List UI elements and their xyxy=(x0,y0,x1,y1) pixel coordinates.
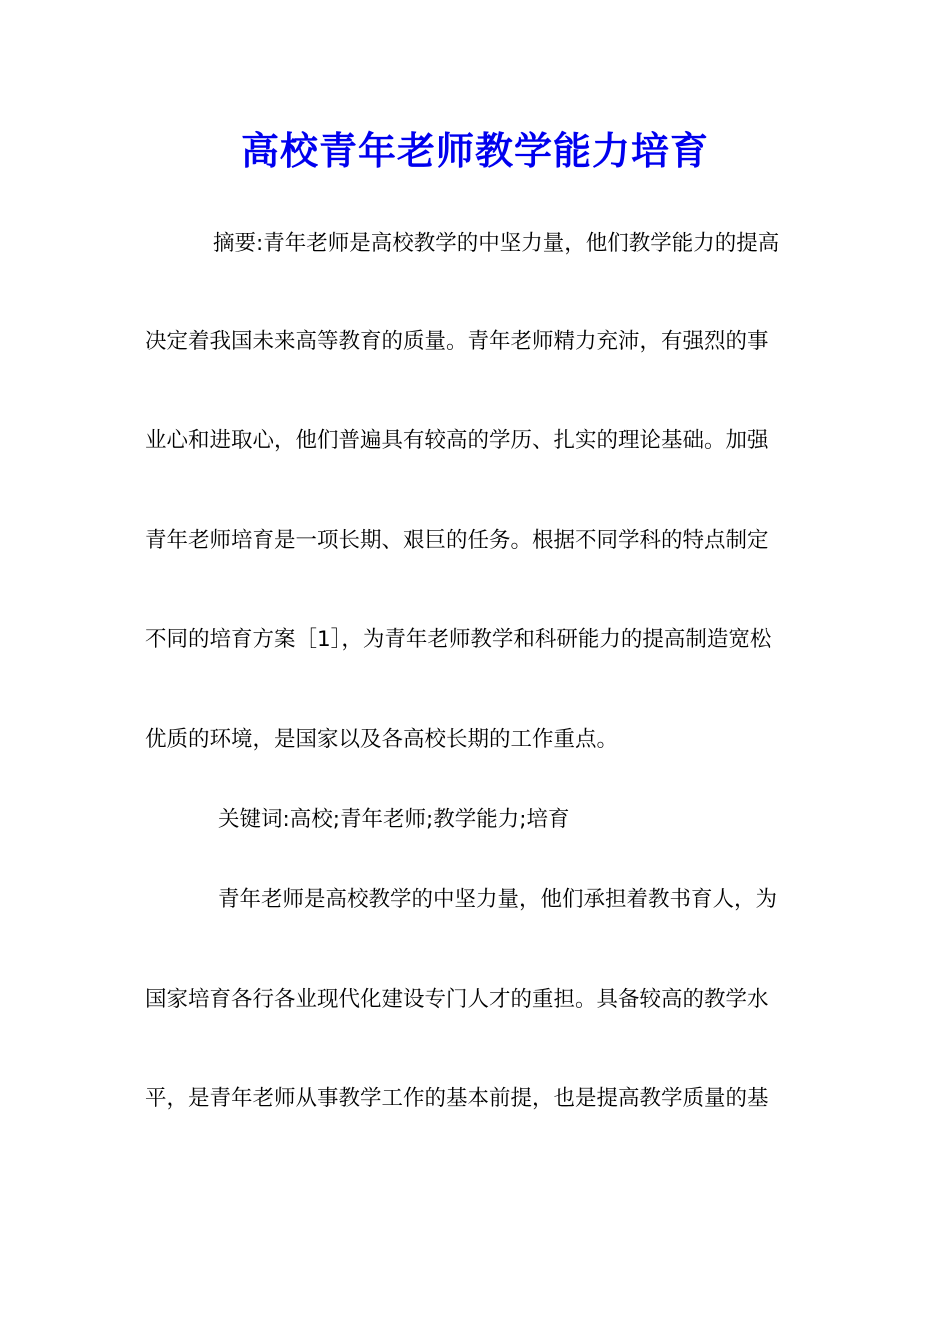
abstract-line: 决定着我国未来高等教育的质量。青年老师精力充沛，有强烈的事 xyxy=(145,329,769,354)
abstract-line: 不同的培育方案［1］，为青年老师教学和科研能力的提高制造宽松 xyxy=(145,627,772,652)
abstract-line: 优质的环境，是国家以及各高校长期的工作重点。 xyxy=(145,727,619,752)
document-title: 高校青年老师教学能力培育 xyxy=(240,128,709,173)
body-line: 青年老师是高校教学的中坚力量，他们承担着教书育人，为 xyxy=(218,887,778,912)
abstract-line: 摘要:青年老师是高校教学的中坚力量，他们教学能力的提高 xyxy=(213,231,780,256)
body-line: 平，是青年老师从事教学工作的基本前提，也是提高教学质量的基 xyxy=(145,1086,769,1111)
keywords-line: 关键词:高校;青年老师;教学能力;培育 xyxy=(218,807,570,832)
abstract-line: 业心和进取心，他们普遍具有较高的学历、扎实的理论基础。加强 xyxy=(145,428,769,453)
abstract-line: 青年老师培育是一项长期、艰巨的任务。根据不同学科的特点制定 xyxy=(145,528,769,553)
body-line: 国家培育各行各业现代化建设专门人才的重担。具备较高的教学水 xyxy=(145,987,769,1012)
